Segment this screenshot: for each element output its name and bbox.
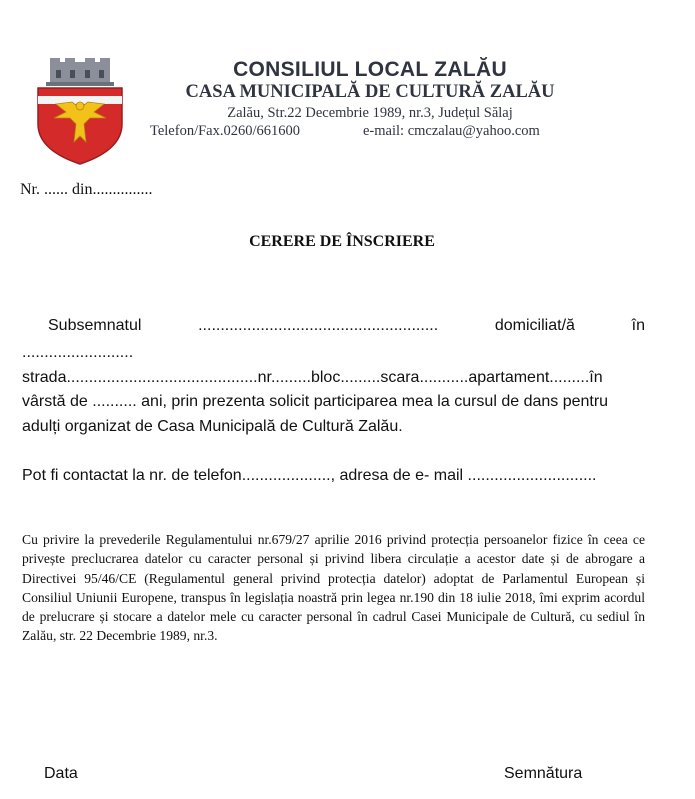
form-blank: ......................................................: [198, 317, 439, 334]
gdpr-consent-paragraph: Cu privire la prevederile Regulamentului nr.679/27 aprilie 2016 privind protecția persoanelor fizice în ceea ce privește preclucrarea datelor cu caracter personal și privind libera circulație a acestor date și de abrogare a Directivei 95/46/CE (Regulamentul general privind protecția datelor) adoptat de Parlamentul European și Consiliul Uniunii Europene, transpus în legislația noastră prin legea nr.190 din 18 iulie 2018, îmi exprim acordul de prelucrare și stocare a datelor mele cu caracter personal în cadrul Casei Municipale de Cultură, cu sediul în Zalău, str. 22 Decembrie 1989, nr.3.: [22, 532, 645, 644]
form-word: în: [631, 317, 645, 334]
form-line-contact: Pot fi contactat la nr. de telefon...................., adresa de e- mail .............................: [22, 467, 597, 484]
form-line-street: strada...........................................nr.........bloc.........scara...........apartament.........în: [22, 369, 603, 386]
org-email: e-mail: cmczalau@yahoo.com: [363, 123, 540, 139]
form-word: domiciliat/ă: [494, 317, 575, 334]
form-word: Subsemnatul: [48, 317, 142, 334]
registration-number-line: Nr. ...... din...............: [20, 181, 153, 198]
document-title: CERERE DE ÎNSCRIERE: [249, 233, 435, 250]
org-name-council: CONSILIUL LOCAL ZALĂU: [233, 58, 507, 81]
city-crest-icon: [36, 58, 124, 166]
form-line-age: vârstă de .......... ani, prin prezenta solicit participarea mea la cursul de dans pentru: [22, 393, 609, 410]
form-line-locality: .........................: [22, 344, 134, 361]
form-line-name: [48, 317, 645, 335]
date-label: Data: [44, 765, 78, 782]
org-phone: Telefon/Fax.0260/661600: [150, 123, 301, 139]
form-line-organizer: adulți organizat de Casa Municipală de Cultură Zalău.: [22, 418, 403, 435]
signature-label: Semnătura: [504, 765, 583, 782]
org-name-house-of-culture: CASA MUNICIPALĂ DE CULTURĂ ZALĂU: [185, 82, 555, 102]
org-address: Zalău, Str.22 Decembrie 1989, nr.3, Județul Sălaj: [227, 105, 513, 121]
